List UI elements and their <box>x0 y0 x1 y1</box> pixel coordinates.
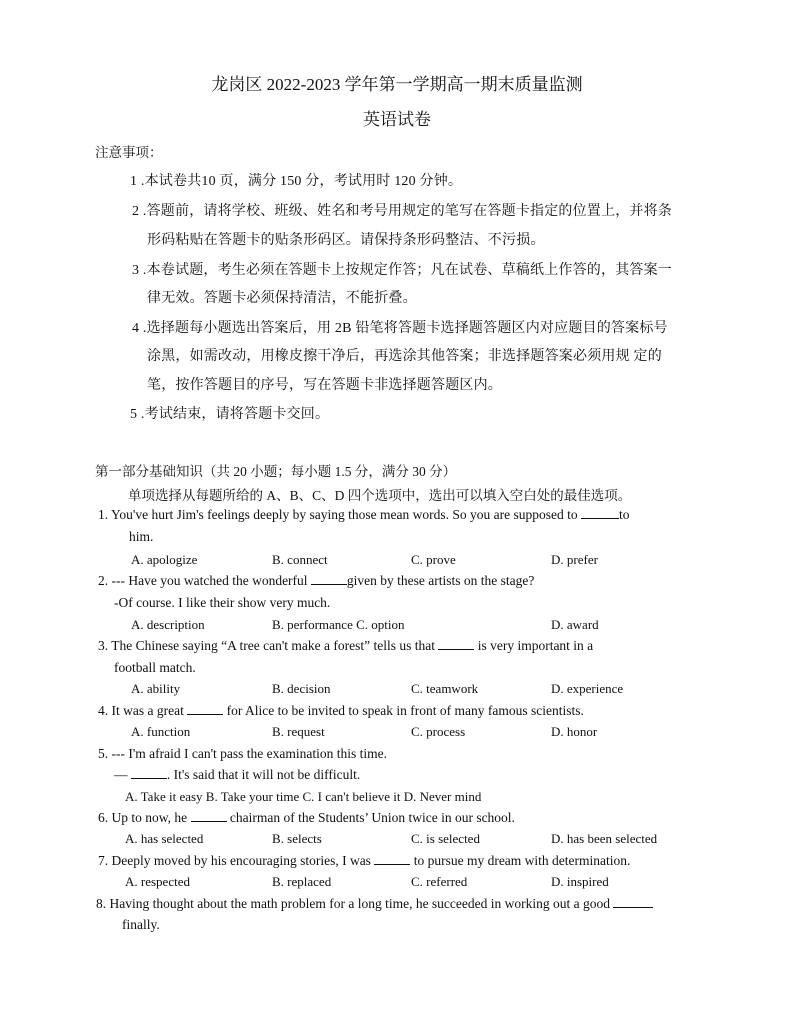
question-5: 5. --- I'm afraid I can't pass the examination this time. <box>98 746 388 761</box>
question-text: . It's said that it will not be difficult. <box>166 767 361 782</box>
answer-blank <box>438 637 474 650</box>
option-a: A. has selected <box>125 831 204 846</box>
question-text: to <box>618 507 630 522</box>
question-text: given by these artists on the stage? <box>346 573 535 588</box>
notice-item: 4 .选择题每小题选出答案后，用 2B 铅笔将答题卡选择题答题区内对应题目的答案标号 <box>132 321 668 336</box>
question-3 <box>98 637 593 655</box>
question-2 <box>98 572 534 590</box>
answer-blank <box>131 766 167 779</box>
option-a: A. description <box>131 617 205 632</box>
question-reply: -Of course. I like their show very much. <box>114 595 331 610</box>
option-b: B. request <box>272 724 325 739</box>
question-text: 4. It was a great <box>98 703 188 718</box>
option-d: D. inspired <box>551 874 609 889</box>
question-text: 3. The Chinese saying “A tree can't make a forest” tells us that <box>98 638 439 653</box>
question-continuation: finally. <box>122 917 160 932</box>
option-a: A. ability <box>131 681 181 696</box>
notice-item: 3 .本卷试题，考生必须在答题卡上按规定作答；凡在试卷、草稿纸上作答的，其答案一 <box>132 263 672 278</box>
question-text: to pursue my dream with determination. <box>410 853 631 868</box>
option-b: B. selects <box>272 831 322 846</box>
option-c: C. teamwork <box>411 681 479 696</box>
options-line: A. Take it easy B. Take your time C. I can't believe it D. Never mind <box>125 789 482 804</box>
option-d: D. award <box>551 617 599 632</box>
question-text: 1. You've hurt Jim's feelings deeply by saying those mean words. So you are supposed to <box>98 507 581 522</box>
answer-blank <box>311 572 347 585</box>
answer-blank <box>374 852 410 865</box>
question-reply <box>114 766 360 784</box>
question-1 <box>98 506 629 524</box>
answer-blank <box>613 895 653 908</box>
option-d: D. has been selected <box>551 831 658 846</box>
question-text: chairman of the Students’ Union twice in our school. <box>226 810 515 825</box>
section-instruction: 单项选择从每题所给的 A、B、C、D 四个选项中，选出可以填入空白处的最佳选项。 <box>128 488 632 503</box>
notice-item: 2 .答题前，请将学校、班级、姓名和考号用规定的笔写在答题卡指定的位置上，并将条 <box>132 204 672 219</box>
question-text: 6. Up to now, he <box>98 810 191 825</box>
exam-subtitle: 英语试卷 <box>363 110 431 129</box>
question-4 <box>98 702 584 720</box>
question-text: 2. --- Have you watched the wonderful <box>98 573 311 588</box>
answer-blank <box>187 702 223 715</box>
option-c: C. referred <box>411 874 468 889</box>
notice-item: 笔，按作答题目的序号，写在答题卡非选择题答题区内。 <box>147 378 502 393</box>
option-d: D. prefer <box>551 552 598 567</box>
question-text: 8. Having thought about the math problem for a long time, he succeeded in working out a good <box>96 896 614 911</box>
option-a: A. respected <box>125 874 190 889</box>
notice-heading: 注意事项： <box>95 145 163 160</box>
question-continuation: football match. <box>114 660 196 675</box>
option-c: C. process <box>411 724 466 739</box>
option-b: B. connect <box>272 552 328 567</box>
notice-item: 5 .考试结束，请将答题卡交回。 <box>130 407 330 422</box>
answer-blank <box>191 809 227 822</box>
option-b: B. replaced <box>272 874 332 889</box>
option-b: B. decision <box>272 681 331 696</box>
option-a: A. function <box>131 724 191 739</box>
question-6 <box>98 809 515 827</box>
notice-item: 涂黑，如需改动，用橡皮擦干净后，再选涂其他答案；非选择题答案必须用规 定的 <box>147 349 662 364</box>
question-text: for Alice to be invited to speak in front of many famous scientists. <box>223 703 584 718</box>
notice-item: 形码粘贴在答题卡的贴条形码区。请保持条形码整洁、不污损。 <box>147 233 545 248</box>
section-title: 第一部分基础知识（共 20 小题；每小题 1.5 分，满分 30 分） <box>95 464 457 479</box>
answer-blank <box>581 506 619 519</box>
option-d: D. experience <box>551 681 624 696</box>
option-b-c: B. performance C. option <box>272 617 405 632</box>
option-d: D. honor <box>551 724 598 739</box>
option-c: C. is selected <box>411 831 480 846</box>
notice-item: 律无效。答题卡必须保持清洁，不能折叠。 <box>147 291 417 306</box>
option-a: A. apologize <box>131 552 198 567</box>
notice-item: 1 .本试卷共10 页，满分 150 分，考试用时 120 分钟。 <box>130 174 463 189</box>
question-8 <box>96 895 653 913</box>
option-c: C. prove <box>411 552 456 567</box>
question-text: — <box>114 767 131 782</box>
question-continuation: him. <box>129 529 154 544</box>
question-text: 7. Deeply moved by his encouraging stories, I was <box>98 853 375 868</box>
question-text: is very important in a <box>474 638 594 653</box>
exam-title: 龙岗区 2022-2023 学年第一学期高一期末质量监测 <box>211 75 583 94</box>
question-7 <box>98 852 630 870</box>
